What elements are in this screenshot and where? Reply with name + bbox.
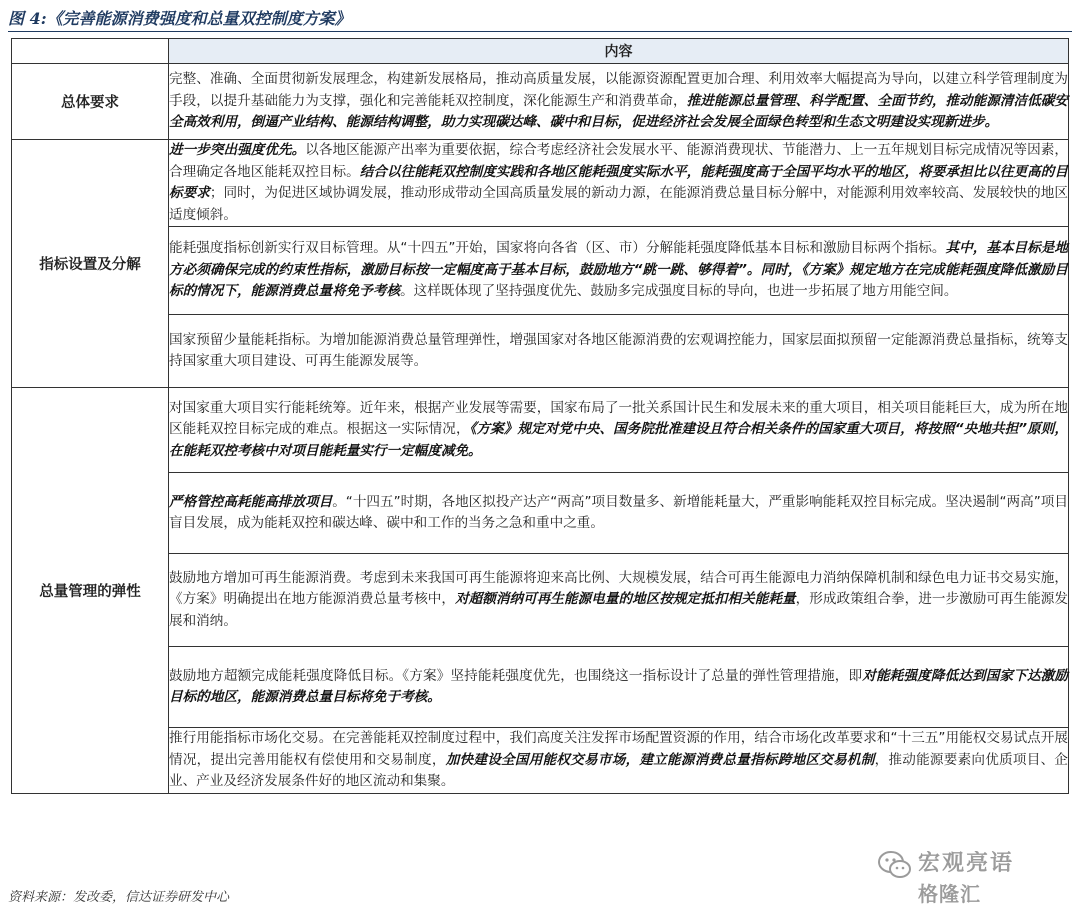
table-row (12, 227, 1069, 315)
watermark (878, 846, 1068, 908)
table-row (12, 388, 1069, 473)
emphasis-run: 进一步突出强度优先。 (169, 142, 306, 158)
emphasis-run: 结合以往能耗双控制度实践和各地区能耗强度实际水平，能耗强度高于全国平均水平的地区，将要承担比以往更高的目标要求 (169, 163, 1068, 201)
text-run: 能耗强度指标创新实行双目标管理。从“十四五”开始，国家将向各省（区、市）分解能耗强度降低基本目标和激励目标两个指标。 (169, 240, 946, 257)
source-note: 资料来源：发改委，信达证券研发中心 (8, 890, 230, 905)
text-run: ，推动能源要素向优质项目、企业、产业及经济发展条件好的地区流动和集聚。 (169, 751, 1069, 789)
text-run: 推行用能指标市场化交易。在完善能耗双控制度过程中，我们高度关注发挥市场配置资源的作用，结合市场化改革要求和“十三五”用能权交易试点开展情况，提出完善用能权有偿使用和交易制度， (169, 730, 1068, 768)
emphasis-run: 对超额消纳可再生能源电量的地区按规定抵扣相关能耗量 (455, 591, 796, 608)
content-cell (169, 647, 1069, 728)
content-cell (169, 227, 1069, 315)
figure-title: 图 4:《完善能源消费强度和总量双控制度方案》 (8, 9, 351, 28)
table-row (12, 728, 1069, 794)
emphasis-run: 对能耗强度降低达到国家下达激励目标的地区，能源消费总量目标将免于考核。 (169, 667, 1068, 705)
text-run: 对国家重大项目实行能耗统筹。近年来，根据产业发展等需要，国家布局了一批关系国计民生和发展未来的重大项目，相关项目能耗巨大，成为所在地区能耗双控目标完成的难点。根据这一实际情况， (169, 399, 1068, 438)
content-cell (169, 728, 1069, 794)
table-row (12, 140, 1069, 227)
title-divider (8, 31, 1072, 32)
emphasis-run: 推进能源总量管理、科学配置、全面节约，推动能源清洁低碳安全高效利用，倒逼产业结构、能源结构调整，助力实现碳达峰、碳中和目标，促进经济社会发展全面绿色转型和生态文明建设实现新进步。 (169, 92, 1069, 131)
text-run: ；同时，为促进区域协调发展，推动形成带动全国高质量发展的新动力源，在能源消费总量目标分解中，对能源利用效率较高、发展较快的地区适度倾斜。 (169, 185, 1069, 223)
content-cell (169, 64, 1069, 140)
text-run: 。“十四五”时期，各地区拟投产达产“两高”项目数量多、新增能耗量大，严重影响能耗双控目标完成。坚决遏制“两高”项目盲目发展，成为能耗双控和碳达峰、碳中和工作的当务之急和重中之重。 (169, 493, 1068, 531)
content-cell (169, 140, 1069, 227)
category-cell: 总体要求 (12, 64, 169, 140)
table-row (12, 554, 1069, 647)
watermark-line2: 格隆汇 (918, 882, 981, 906)
content-cell (169, 554, 1069, 647)
text-run: 鼓励地方增加可再生能源消费。考虑到未来我国可再生能源将迎来高比例、大规模发展，结合可再生能源电力消纳保障机制和绿色电力证书交易实施，《方案》明确提出在地方能源消费总量考核中， (169, 569, 1068, 608)
table-header-row (12, 39, 1069, 64)
emphasis-run: 严格管控高耗能高排放项目 (169, 493, 333, 510)
table-row (12, 473, 1069, 554)
category-cell: 总量管理的弹性 (12, 388, 169, 794)
content-cell (169, 473, 1069, 554)
text-run: ，形成政策组合拳，进一步激励可再生能源发展和消纳。 (169, 591, 1069, 629)
text-run: 。这样既体现了坚持强度优先、鼓励多完成强度目标的导向，也进一步拓展了地方用能空间。 (400, 283, 958, 300)
table-row (12, 315, 1069, 388)
emphasis-run: 加快建设全国用能权交易市场，建立能源消费总量指标跨地区交易机制 (445, 751, 875, 768)
watermark-line1: 宏观亮语 (918, 851, 1015, 876)
text-run: 鼓励地方超额完成能耗强度降低目标。《方案》坚持能耗强度优先，也围绕这一指标设计了总量的弹性管理措施，即 (169, 667, 863, 684)
policy-table (11, 38, 1069, 794)
content-cell (169, 315, 1069, 388)
content-cell (169, 388, 1069, 473)
text-run: 以各地区能源产出率为重要依据，综合考虑经济社会发展水平、能源消费现状、节能潜力、上一五年规划目标完成情况等因素，合理确定各地区能耗双控目标。 (169, 142, 1068, 180)
wechat-icon (878, 850, 912, 884)
table-row (12, 64, 1069, 140)
text-run: 国家预留少量能耗指标。为增加能源消费总量管理弹性，增强国家对各地区能源消费的宏观调控能力，国家层面拟预留一定能源消费总量指标，统筹支持国家重大项目建设、可再生能源发展等。 (169, 331, 1068, 369)
text-run: 完整、准确、全面贯彻新发展理念，构建新发展格局，推动高质量发展，以能源资源配置更加合理、利用效率大幅提高为导向，以建立科学管理制度为手段，以提升基础能力为支撑，强化和完善能耗双控制度，深化能源生产和消费革命， (169, 71, 1068, 109)
emphasis-run: 《方案》规定对党中央、国务院批准建设且符合相关条件的国家重大项目，将按照“央地共担”原则，在能耗双控考核中对项目能耗量实行一定幅度减免。 (169, 421, 1068, 459)
header-content-cell: 内容 (169, 39, 1069, 64)
table-row (12, 647, 1069, 728)
category-cell: 指标设置及分解 (12, 140, 169, 388)
emphasis-run: 其中，基本目标是地方必须确保完成的约束性指标，激励目标按一定幅度高于基本目标，鼓励地方“跳一跳、够得着”。同时，《方案》规定地方在完成能耗强度降低激励目标的情况下，能源消费总量将免予考核 (169, 240, 1068, 300)
header-blank-cell (12, 39, 169, 64)
